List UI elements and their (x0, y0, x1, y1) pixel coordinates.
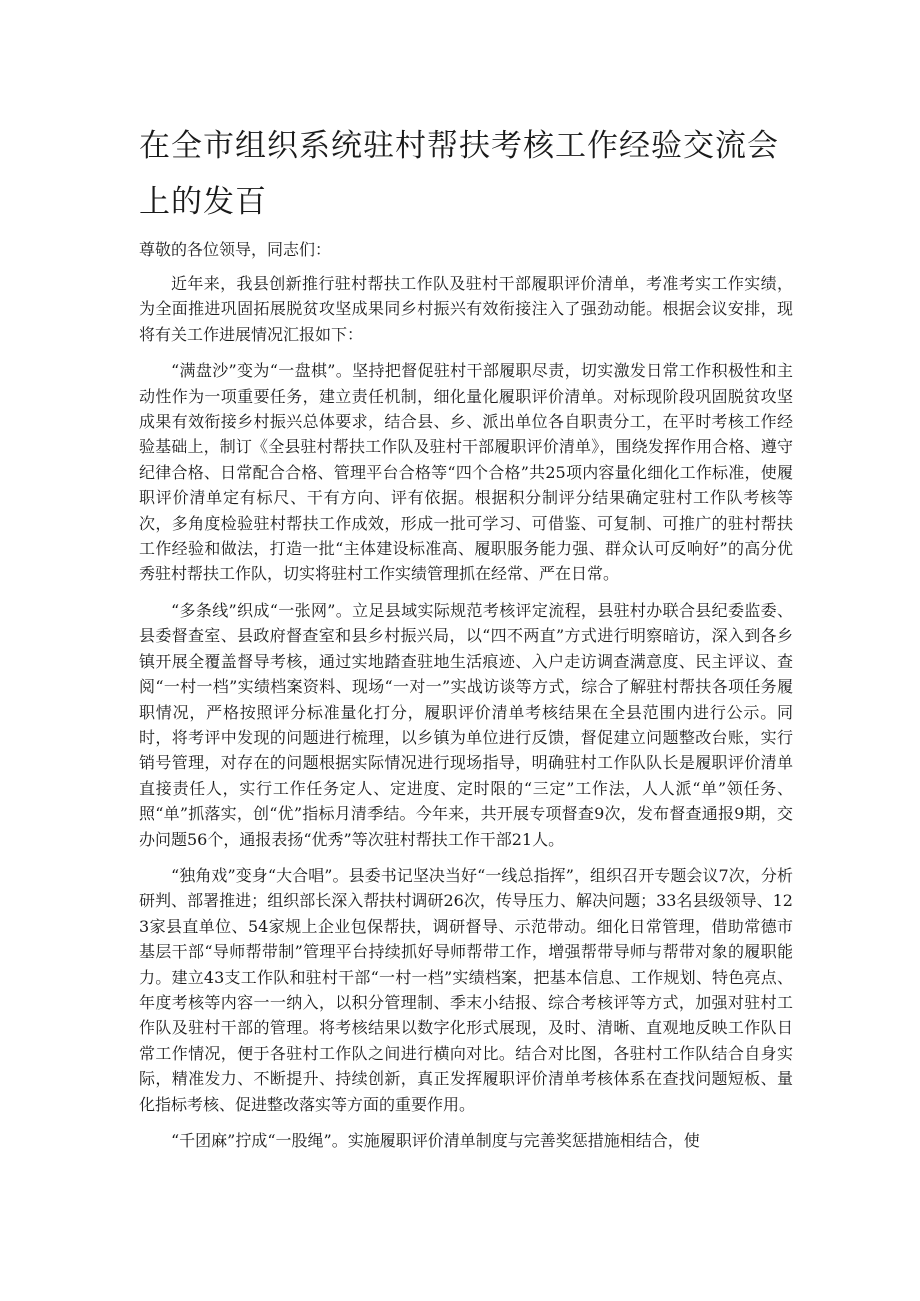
paragraph-intro: 近年来，我县创新推行驻村帮扶工作队及驻村干部履职评价清单，考准考实工作实绩，为全面推进巩固拓展脱贫攻坚成果同乡村振兴有效衔接注入了强劲动能。根据会议安排，现将有关工作进展情况汇报如下： (139, 274, 793, 344)
paragraph-section-3: “独角戏”变身“大合唱”。县委书记坚决当好“一线总指挥”，组织召开专题会议7次，分析研判、部署推进；组织部长深入帮扶村调研26次，传导压力、解决问题；33名县级领导、123家县直单位、54家规上企业包保帮扶，调研督导、示范带动。细化日常管理，借助常德市基层干部“导师帮带制”管理平台持续抓好导师帮带工作，增强帮带导师与帮带对象的履职能力。建立43支工作队和驻村干部“一村一档”实绩档案，把基本信息、工作规划、特色亮点、年度考核等内容一一纳入，以积分管理制、季末小结报、综合考核评等方式，加强对驻村工作队及驻村干部的管理。将考核结果以数字化形式展现，及时、清晰、直观地反映工作队日常工作情况，便于各驻村工作队之间进行横向对比。结合对比图，各驻村工作队结合自身实际，精准发力、不断提升、持续创新，真正发挥履职评价清单考核体系在查找问题短板、量化指标考核、促进整改落实等方面的重要作用。 (139, 865, 793, 1114)
paragraph-section-4: “千团麻”拧成“一股绳”。实施履职评价清单制度与完善奖惩措施相结合，使 (171, 1131, 700, 1150)
salutation: 尊敬的各位领导，同志们： (139, 240, 332, 259)
paragraph-section-2: “多条线”织成“一张网”。立足县域实际规范考核评定流程，县驻村办联合县纪委监委、县委督查室、县政府督查室和县乡村振兴局，以“四不两直”方式进行明察暗访，深入到各乡镇开展全覆盖督导考核，通过实地踏查驻地生活痕迹、入户走访调查满意度、民主评议、查阅“一村一档”实绩档案资料、现场“一对一”实战访谈等方式，综合了解驻村帮扶各项任务履职情况，严格按照评分标准量化打分，履职评价清单考核结果在全县范围内进行公示。同时，将考评中发现的问题进行梳理，以乡镇为单位进行反馈，督促建立问题整改台账，实行销号管理，对存在的问题根据实际情况进行现场指导，明确驻村工作队队长是履职评价清单直接责任人，实行工作任务定人、定进度、定时限的“三定”工作法，人人派“单”领任务、照“单”抓落实，创“优”指标月清季结。今年来，共开展专项督查9次，发布督查通报9期，交办问题56个，通报表扬“优秀”等次驻村帮扶工作干部21人。 (139, 600, 793, 849)
document-page (139, 118, 793, 1164)
paragraph-section-1: “满盘沙”变为“一盘棋”。坚持把督促驻村干部履职尽责，切实激发日常工作积极性和主动性作为一项重要任务，建立责任机制，细化量化履职评价清单。对标现阶段巩固脱贫攻坚成果有效衔接乡村振兴总体要求，结合县、乡、派出单位各自职责分工，在平时考核工作经验基础上，制订《全县驻村帮扶工作队及驻村干部履职评价清单》，围绕发挥作用合格、遵守纪律合格、日常配合合格、管理平台合格等“四个合格”共25项内容量化细化工作标准，使履职评价清单定有标尺、干有方向、评有依据。根据积分制评分结果确定驻村工作队考核等次，多角度检验驻村帮扶工作成效，形成一批可学习、可借鉴、可复制、可推广的驻村帮扶工作经验和做法，打造一批“主体建设标准高、履职服务能力强、群众认可反响好”的高分优秀驻村帮扶工作队，切实将驻村工作实绩管理抓在经常、严在日常。 (139, 361, 793, 584)
document-title: 在全市组织系统驻村帮扶考核工作经验交流会上的发百 (139, 128, 779, 220)
